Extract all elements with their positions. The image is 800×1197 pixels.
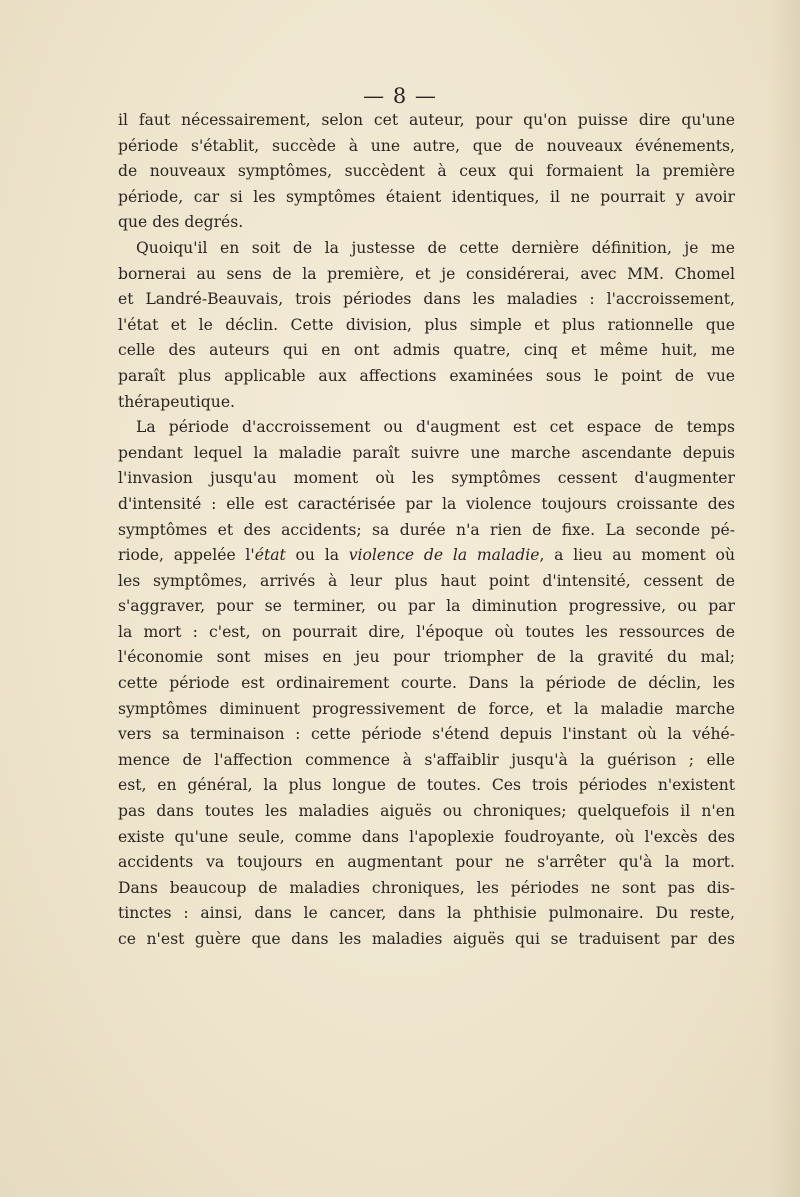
text-line: il faut nécessairement, selon cet auteur, pour qu'on puisse dire qu'une xyxy=(118,111,735,129)
text-line: vers sa terminaison : cette période s'étend depuis l'instant où la véhé- xyxy=(118,725,735,744)
text-line: symptômes diminuent progressivement de force, et la maladie marche xyxy=(118,699,735,718)
text-line: période, car si les symptômes étaient identiques, il ne pourrait y avoir xyxy=(118,187,735,206)
text-line: la mort : c'est, on pourrait dire, l'époque où toutes les ressources de xyxy=(118,622,735,641)
text-line: pendant lequel la maladie paraît suivre une marche ascendante depuis xyxy=(118,443,735,462)
text-line: l'économie sont mises en jeu pour triompher de la gravité du mal; xyxy=(118,648,735,667)
text-line: tinctes : ainsi, dans le cancer, dans la phthisie pulmonaire. Du reste, xyxy=(118,904,735,923)
text-segment: , a lieu au moment où xyxy=(539,546,735,565)
text-line: s'aggraver, pour se terminer, ou par la diminution progressive, ou par xyxy=(118,597,735,616)
text-segment: riode, appelée l' xyxy=(118,546,255,565)
body-text xyxy=(118,108,735,953)
text-line: est, en général, la plus longue de toutes. Ces trois périodes n'existent xyxy=(118,776,735,795)
text-line: l'invasion jusqu'au moment où les symptômes cessent d'augmenter xyxy=(118,469,735,488)
text-line xyxy=(118,543,735,569)
text-line: les symptômes, arrivés à leur plus haut point d'intensité, cessent de xyxy=(118,571,735,590)
italic-term: état xyxy=(254,546,286,565)
text-line: ce n'est guère que dans les maladies aiguës qui se traduisent par des xyxy=(118,930,735,948)
text-line: thérapeutique. xyxy=(118,392,236,411)
text-segment: ou la xyxy=(285,546,349,565)
text-line: La période d'accroissement ou d'augment est cet espace de temps xyxy=(136,418,735,437)
text-line: symptômes et des accidents; sa durée n'a rien de fixe. La seconde pé- xyxy=(118,520,735,539)
text-line: et Landré-Beauvais, trois périodes dans les maladies : l'accroissement, xyxy=(118,290,735,309)
italic-term: violence de la maladie xyxy=(348,546,540,565)
text-line: accidents va toujours en augmentant pour ne s'arrêter qu'à la mort. xyxy=(118,853,735,872)
text-line: d'intensité : elle est caractérisée par la violence toujours croissante des xyxy=(118,494,735,513)
text-line: mence de l'affection commence à s'affaiblir jusqu'à la guérison ; elle xyxy=(118,750,735,769)
text-line: bornerai au sens de la première, et je considérerai, avec MM. Chomel xyxy=(118,264,735,283)
page-number: — 8 — xyxy=(363,84,437,108)
text-line: existe qu'une seule, comme dans l'apoplexie foudroyante, où l'excès des xyxy=(118,827,735,846)
text-line: pas dans toutes les maladies aiguës ou chroniques; quelquefois il n'en xyxy=(118,802,735,821)
text-line: paraît plus applicable aux affections examinées sous le point de vue xyxy=(118,366,735,385)
text-line: cette période est ordinairement courte. Dans la période de déclin, les xyxy=(118,674,735,693)
text-line: période s'établit, succède à une autre, que de nouveaux événements, xyxy=(118,136,735,155)
text-line: l'état et le déclin. Cette division, plus simple et plus rationnelle que xyxy=(118,315,735,334)
page-edge-shading xyxy=(770,0,800,1197)
text-line: que des degrés. xyxy=(118,213,244,232)
text-line: celle des auteurs qui en ont admis quatre, cinq et même huit, me xyxy=(118,341,735,360)
text-line: Quoiqu'il en soit de la justesse de cette dernière définition, je me xyxy=(136,238,735,257)
text-line: Dans beaucoup de maladies chroniques, les périodes ne sont pas dis- xyxy=(118,878,735,897)
text-line: de nouveaux symptômes, succèdent à ceux qui formaient la première xyxy=(118,162,735,181)
